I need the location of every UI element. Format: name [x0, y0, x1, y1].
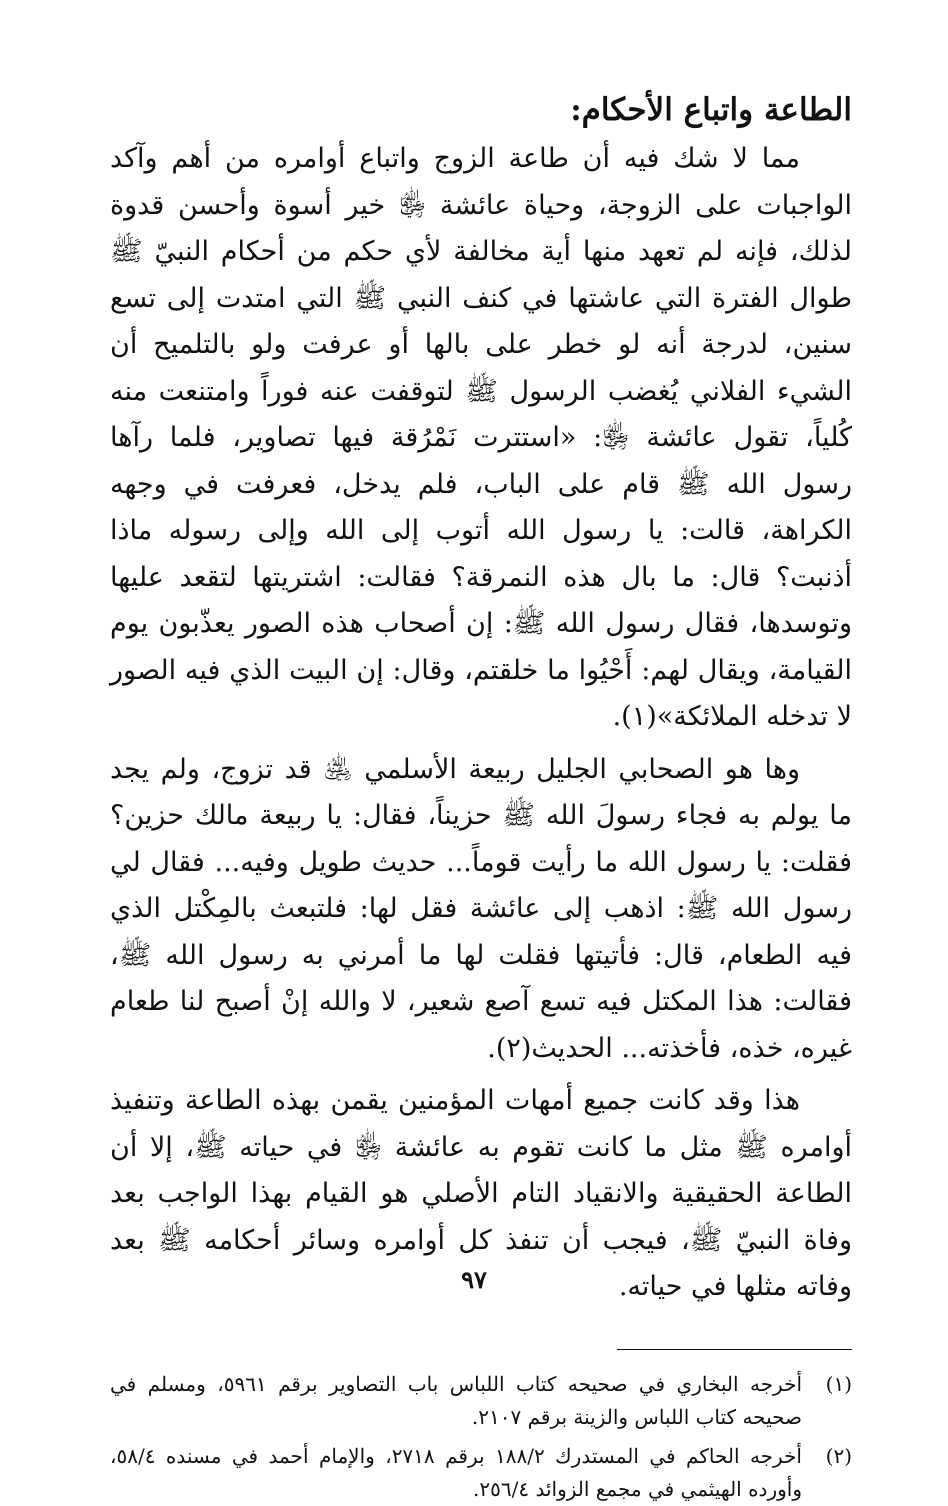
paragraph-text: مما لا شك فيه أن طاعة الزوج واتباع أوامره من أهم وآكد الواجبات على الزوجة، وحياة عائشة ﵂ خير أسوة وأحسن قدوة لذلك، فإنه لم تعهد منها أية مخالفة لأي حكم من أحكام النبيّ ﷺ طوال الفترة التي عاشتها في كنف النبي ﷺ التي امتدت إلى تسع سنين، لدرجة أنه لو خطر على بالها أو عرفت ولو بالتلميح أن الشيء الفلاني يُغضب الرسول ﷺ لتوقفت عنه فوراً وامتنعت منه كُلياً، تقول عائشة ﵂: «استترت نَمْرُقة فيها تصاوير، فلما رآها رسول الله ﷺ قام على الباب، فلم يدخل، فعرفت في وجهه الكراهة، قالت: يا رسول الله أتوب إلى الله وإلى رسوله ماذا أذنبت؟ قال: ما بال هذه النمرقة؟ فقالت: اشتريتها لتقعد عليها وتوسدها، فقال رسول الله ﷺ: إن أصحاب هذه الصور يعذّبون يوم القيامة، ويقال لهم: أَحْيُوا ما خلقتم، وقال: إن البيت الذي فيه الصور لا تدخله الملائكة»(١).	[110, 143, 852, 732]
footnote-number: (٢)	[825, 1443, 852, 1468]
footnote-text: أخرجه البخاري في صحيحه كتاب اللباس باب التصاوير برقم ٥٩٦١، ومسلم في صحيحه كتاب اللباس والزينة برقم ٢١٠٧.	[110, 1371, 803, 1429]
paragraph-text: وها هو الصحابي الجليل ربيعة الأسلمي ﵁ قد تزوج، ولم يجد ما يولم به فجاء رسولَ الله ﷺ حزيناً، فقال: يا ربيعة مالك حزين؟ فقلت: يا رسول الله ما رأيت قوماً... حديث طويل وفيه... فقال لي رسول الله ﷺ: اذهب إلى عائشة فقل لها: فلتبعث بالمِكْتل الذي فيه الطعام، قال: فأتيتها فقلت لها ما أمرني به رسول الله ﷺ، فقالت: هذا المكتل فيه تسع آصع شعير، لا والله إنْ أصبح لنا طعام غيره، خذه، فأخذته... الحديث(٢).	[110, 753, 852, 1064]
footnote-text: أخرجه الحاكم في المستدرك ١٨٨/٢ برقم ٢٧١٨، والإمام أحمد في مسنده ٥٨/٤، وأورده الهيثمي في مجمع الزوائد ٢٥٦/٤.	[110, 1443, 802, 1501]
page-number: ٩٧	[461, 1265, 487, 1294]
footnote-1	[110, 1368, 852, 1434]
footnote-2	[110, 1440, 852, 1506]
paragraph-obedience	[110, 136, 852, 741]
footnote-number: (١)	[825, 1371, 852, 1396]
paragraph-text: هذا وقد كانت جميع أمهات المؤمنين يقمن بهذه الطاعة وتنفيذ أوامره ﷺ مثل ما كانت تقوم به عائشة ﵂ في حياته ﷺ، إلا أن الطاعة الحقيقية والانقياد التام الأصلي هو القيام بهذا الواجب بعد وفاة النبيّ ﷺ، فيجب أن تنفذ كل أوامره وسائر أحكامه ﷺ بعد وفاته مثلها في حياته.	[110, 1085, 852, 1302]
footnote-separator	[617, 1349, 852, 1350]
section-heading: الطاعة واتباع الأحكام:	[570, 92, 852, 128]
paragraph-rabia	[110, 747, 852, 1073]
